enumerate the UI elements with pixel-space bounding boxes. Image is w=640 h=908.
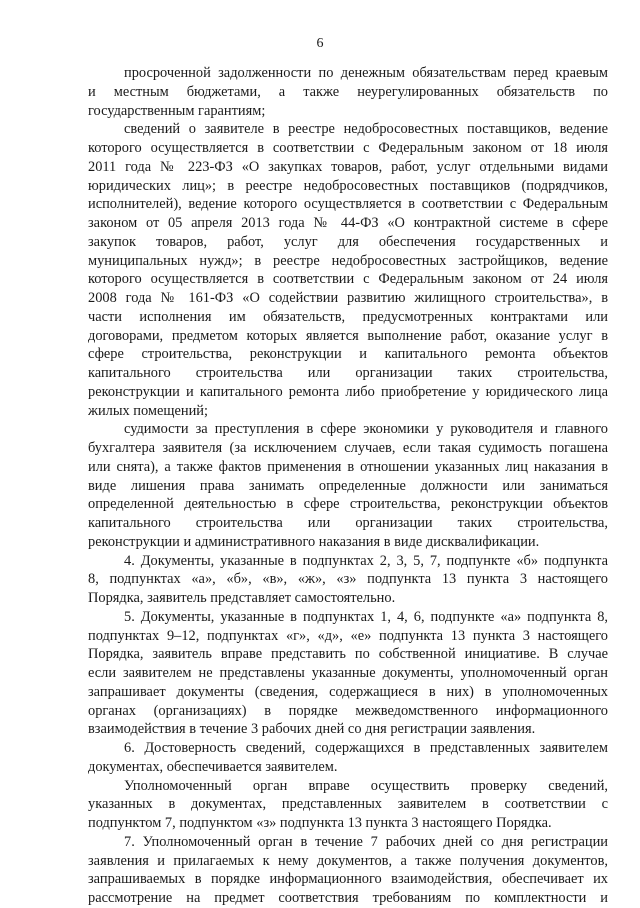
text-line: 8, подпунктах «а», «б», «в», «ж», «з» подпункта 13 пункта 3 настоящего — [88, 571, 608, 588]
text-line: подпунктах 9–12, подпунктах «г», «д», «е» подпункта 13 пункта 3 настоящего — [88, 627, 608, 644]
text-line: капитального строительства или организации таких строительства, — [88, 515, 608, 531]
text-line: просроченной задолженности по денежным обязательствам перед краевым — [124, 65, 608, 81]
text-line: юридических лиц»; в реестре недобросовестных поставщиков (подрядчиков, — [88, 177, 608, 194]
text-line: муниципальных нужд»; в реестре недобросовестных застройщиков, ведение — [88, 252, 608, 269]
text-line: 6. Достоверность сведений, содержащихся в представленных заявителем — [124, 740, 608, 756]
text-line: Порядка, заявитель вправе представить по собственной инициативе. В случае — [88, 646, 608, 663]
text-line: которого осуществляется в соответствии с Федеральным законом от 24 июля — [88, 271, 608, 288]
text-line: заявления и прилагаемых к нему документов, а также получения документов, — [88, 852, 608, 869]
text-line: сфере строительства, реконструкции и капитального ремонта объектов — [88, 346, 608, 363]
text-line: указанных в документах, представленных заявителем в соответствии с — [88, 796, 608, 813]
text-line: договорами, предметом которых является выполнение работ, оказание услуг в — [88, 327, 608, 344]
text-line: законом от 05 апреля 2013 года № 44-ФЗ «О контрактной системе в сфере — [88, 215, 608, 231]
text-line: 7. Уполномоченный орган в течение 7 рабочих дней со дня регистрации — [124, 833, 608, 850]
text-line: судимости за преступления в сфере экономики у руководителя и главного — [124, 421, 608, 438]
text-line: рассмотрение на предмет соответствия требованиям по комплектности и — [88, 890, 608, 906]
text-line: жилых помещений; — [88, 402, 208, 419]
text-line: запрашивает документы (сведения, содержащиеся в них) в уполномоченных — [88, 683, 608, 700]
text-line: Уполномоченный орган вправе осуществить проверку сведений, — [124, 777, 608, 794]
text-line: государственным гарантиям; — [88, 102, 266, 119]
text-line: капитального строительства или организации таких строительства, — [88, 365, 608, 381]
text-line: виде лишения права занимать определенные должности или заниматься — [88, 477, 608, 494]
text-line: или снята), а также фактов применения в отношении указанных лиц наказания в — [88, 458, 608, 475]
text-line: запрашиваемых в порядке информационного взаимодействия, обеспечивает их — [88, 871, 608, 888]
text-line: если заявителем не представлены указанные документы, уполномоченный орган — [88, 665, 608, 681]
text-line: Порядка, заявитель представляет самостоятельно. — [88, 590, 396, 606]
text-line: определенной деятельностью в сфере строительства, реконструкции объектов — [88, 496, 608, 513]
text-line: 2008 года № 161-ФЗ «О содействии развитию жилищного строительства», в — [88, 290, 608, 306]
page-number: 6 — [316, 36, 324, 51]
text-line: и местным бюджетами, а также неурегулированных обязательств по — [88, 83, 608, 100]
document-body — [88, 64, 608, 908]
text-line: закупок товаров, работ, услуг для обеспечения государственных и — [88, 233, 608, 250]
text-line: органах (организациях) в порядке межведомственного информационного — [88, 702, 608, 719]
text-line: подпунктом 7, подпунктом «з» подпункта 13 пункта 3 настоящего Порядка. — [88, 815, 552, 831]
text-line: взаимодействия в течение 3 рабочих дней со дня регистрации заявления. — [88, 721, 536, 738]
text-line: реконструкции и административного наказания в виде дисквалификации. — [88, 533, 540, 550]
text-line: которого осуществляется в соответствии с Федеральным законом от 18 июля — [88, 140, 608, 156]
text-line: документах, обеспечивается заявителем. — [88, 758, 338, 775]
text-line: 5. Документы, указанные в подпунктах 1, 4, 6, подпункте «а» подпункта 8, — [124, 608, 608, 625]
text-line: части исполнения им обязательств, предусмотренных контрактами или — [88, 308, 608, 325]
text-line: 2011 года № 223-ФЗ «О закупках товаров, работ, услуг отдельными видами — [88, 158, 608, 175]
text-line: сведений о заявителе в реестре недобросовестных поставщиков, ведение — [124, 121, 608, 138]
text-line: реконструкции и капитального ремонта либо приобретение у юридического лица — [88, 383, 608, 400]
text-line: исполнителей), ведение которого осуществляется в соответствии с Федеральным — [88, 196, 608, 213]
text-line: 4. Документы, указанные в подпунктах 2, 3, 5, 7, подпункте «б» подпункта — [124, 552, 608, 569]
text-line: бухгалтера заявителя (за исключением случаев, если такая судимость погашена — [88, 440, 608, 456]
